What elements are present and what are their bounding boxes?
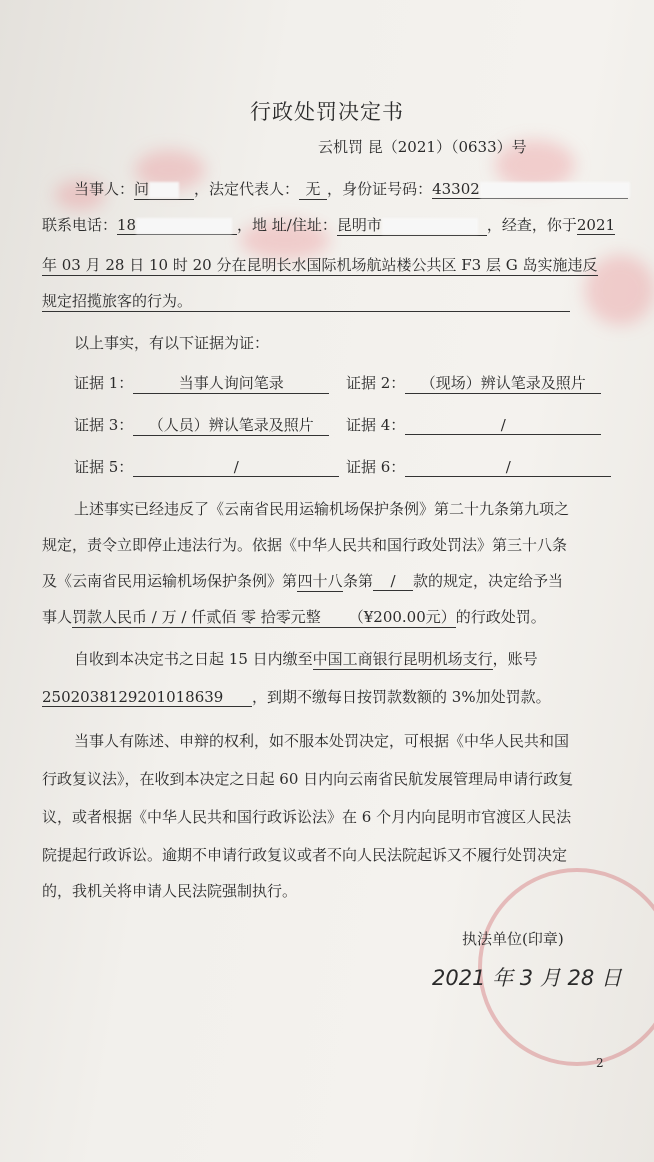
violation-clause: / xyxy=(373,572,413,591)
party-line: 当事人：问 ，法定代表人： 无 ，身份证号码：43302 xyxy=(74,178,628,200)
contact-line: 联系电话：18 ，地 址/住址：昆明市 ，经查，你于2021 xyxy=(42,216,616,234)
violation-line-1: 上述事实已经违反了《云南省民用运输机场保护条例》第二十九条第九项之 xyxy=(74,500,570,518)
violation-line-2: 规定，责令立即停止违法行为。依据《中华人民共和国行政处罚法》第三十八条 xyxy=(42,536,568,554)
page-number: 2 xyxy=(596,1056,604,1070)
incident-line-2: 年 03 月 28 日 10 时 20 分在昆明长水国际机场航站楼公共区 F3 层 G 岛实施违反 xyxy=(42,256,598,274)
rights-line-3: 议，或者根据《中华人民共和国行政诉讼法》在 6 个月内向昆明市官渡区人民法 xyxy=(42,808,572,826)
id-label: 身份证号码： xyxy=(342,180,433,198)
party-label: 当事人： xyxy=(74,180,135,198)
rights-line-1: 当事人有陈述、申辩的权利，如不服本处罚决定，可根据《中华人民共和国 xyxy=(74,732,570,750)
evidence-6: 证据 6： / xyxy=(346,456,611,477)
incident-line-3: 规定招揽旅客的行为。 xyxy=(42,290,570,312)
id-value: 43302 xyxy=(432,180,628,199)
payment-account: 2502038129201018639 xyxy=(42,688,252,707)
rights-line-2: 行政复议法》，在收到本决定之日起 60 日内向云南省民航发展管理局申请行政复 xyxy=(42,770,574,788)
legal-rep-label: 法定代表人： xyxy=(209,180,300,198)
incident-year: 2021 xyxy=(576,216,616,234)
payment-bank: 中国工商银行昆明机场支行 xyxy=(312,650,493,668)
evidence-5: 证据 5： / xyxy=(74,456,339,477)
legal-rep-value: 无 xyxy=(299,178,327,200)
party-value: 问 xyxy=(134,178,194,200)
penalty-text: 罚款人民币 / 万 / 仟贰佰 零 拾零元整 （¥200.00元） xyxy=(72,608,456,626)
address-value: 昆明市 xyxy=(337,214,487,236)
document-title: 行政处罚决定书 xyxy=(250,100,404,124)
enforcement-unit: 执法单位(印章) xyxy=(462,930,564,948)
rights-line-5: 的，我机关将申请人民法院强制执行。 xyxy=(42,882,298,900)
payment-line-2: 2502038129201018639 ，到期不缴每日按罚款数额的 3%加处罚款。 xyxy=(42,688,551,706)
payment-line-1: 自收到本决定书之日起 15 日内缴至中国工商银行昆明机场支行，账号 xyxy=(74,650,538,668)
violation-article: 四十八 xyxy=(297,572,343,590)
evidence-1: 证据 1： 当事人询问笔录 xyxy=(74,372,329,394)
evidence-4: 证据 4： / xyxy=(346,414,601,435)
sign-date: 2021 年 3 月 28 日 xyxy=(432,966,622,990)
penalty-amount: （¥200.00元） xyxy=(348,608,456,626)
rights-line-4: 院提起行政诉讼。逾期不申请行政复议或者不向人民法院起诉又不履行处罚决定 xyxy=(42,846,568,864)
document-number: 云机罚 昆（2021）（0633）号 xyxy=(318,138,527,156)
verified-text: ，经查，你于 xyxy=(486,216,577,234)
evidence-3: 证据 3： （人员）辨认笔录及照片 xyxy=(74,414,329,436)
phone-label: 联系电话： xyxy=(42,216,118,234)
penalty-line: 事人罚款人民币 / 万 / 仟贰佰 零 拾零元整 （¥200.00元）的行政处罚。 xyxy=(42,608,546,626)
phone-value: 18 xyxy=(117,216,237,235)
violation-line-3: 及《云南省民用运输机场保护条例》第四十八条第 / 款的规定，决定给予当 xyxy=(42,572,564,590)
evidence-2: 证据 2： （现场）辨认笔录及照片 xyxy=(346,372,601,394)
address-label: 地 址/住址： xyxy=(252,216,337,234)
evidence-intro: 以上事实，有以下证据为证： xyxy=(74,334,270,352)
